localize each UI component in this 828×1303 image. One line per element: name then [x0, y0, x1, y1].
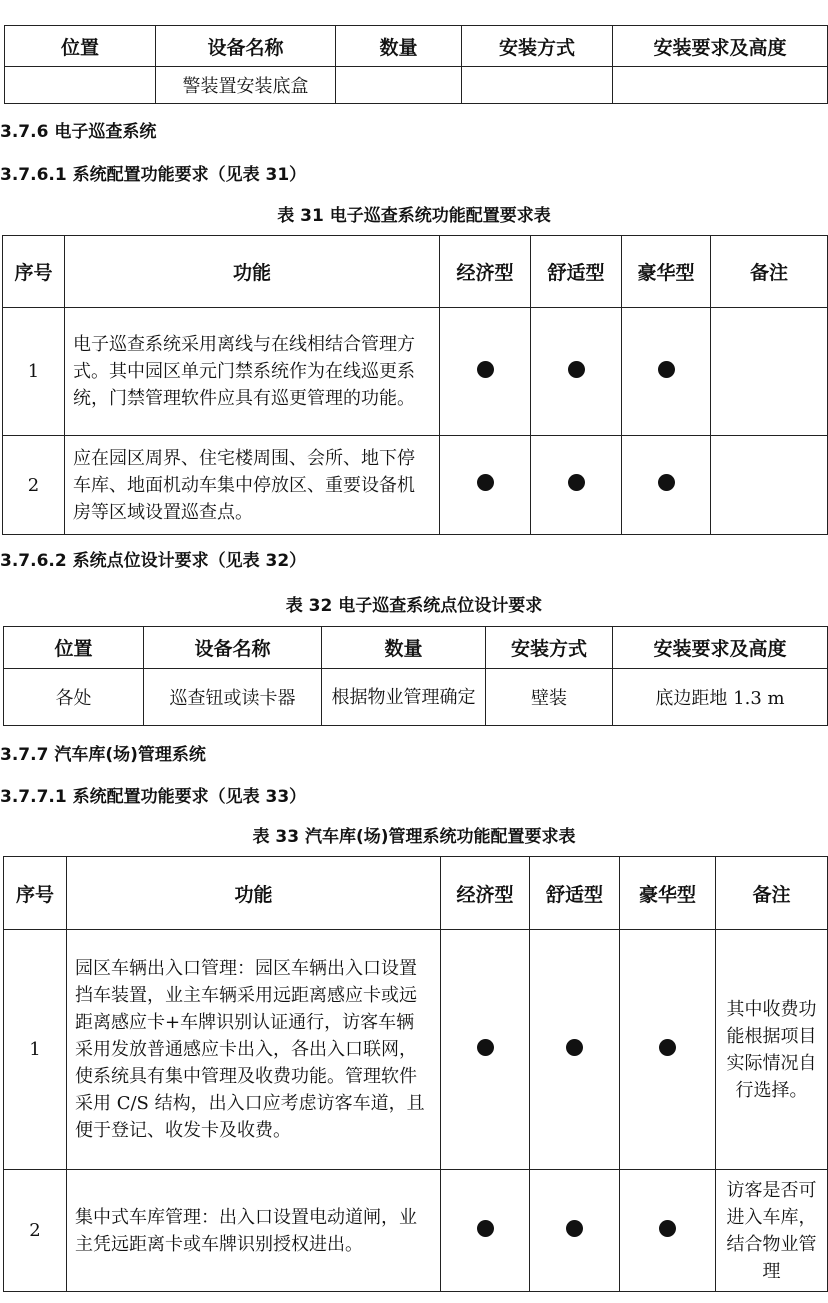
table-cell: 壁装	[486, 669, 613, 726]
header-cell: 安装要求及高度	[613, 26, 828, 67]
table-32	[3, 626, 828, 726]
filled-circle-icon	[659, 1220, 676, 1237]
header-cell: 功能	[65, 236, 440, 308]
table-cell	[5, 67, 156, 104]
note-cell	[711, 436, 828, 535]
header-cell: 豪华型	[622, 236, 711, 308]
table-row	[3, 308, 828, 436]
table-cell: 各处	[4, 669, 144, 726]
filled-circle-icon	[477, 474, 494, 491]
header-cell: 舒适型	[531, 236, 622, 308]
table-cell	[613, 67, 828, 104]
row-number: 1	[3, 308, 65, 436]
table-top	[4, 25, 828, 104]
luxury-mark	[620, 930, 716, 1170]
economy-mark	[440, 308, 531, 436]
filled-circle-icon	[658, 474, 675, 491]
header-cell: 安装要求及高度	[613, 627, 828, 669]
comfort-mark	[531, 308, 622, 436]
luxury-mark	[622, 308, 711, 436]
filled-circle-icon	[477, 1039, 494, 1056]
header-cell: 豪华型	[620, 857, 716, 930]
header-cell: 安装方式	[462, 26, 613, 67]
header-cell: 经济型	[440, 236, 531, 308]
header-cell: 设备名称	[144, 627, 322, 669]
header-cell: 备注	[711, 236, 828, 308]
luxury-mark	[620, 1170, 716, 1292]
table-cell: 底边距地 1.3 m	[613, 669, 828, 726]
filled-circle-icon	[659, 1039, 676, 1056]
row-number: 2	[3, 436, 65, 535]
header-cell: 设备名称	[156, 26, 336, 67]
function-cell: 应在园区周界、住宅楼周围、会所、地下停车库、地面机动车集中停放区、重要设备机房等区域设置巡查点。	[65, 436, 440, 535]
function-cell: 集中式车库管理：出入口设置电动道闸，业主凭远距离卡或车牌识别授权进出。	[67, 1170, 441, 1292]
filled-circle-icon	[477, 361, 494, 378]
filled-circle-icon	[568, 474, 585, 491]
header-cell: 位置	[5, 26, 156, 67]
table-row	[4, 1170, 828, 1292]
header-cell: 安装方式	[486, 627, 613, 669]
header-cell: 舒适型	[530, 857, 620, 930]
comfort-mark	[530, 930, 620, 1170]
economy-mark	[440, 436, 531, 535]
section-heading-3-7-6-2: 3.7.6.2 系统点位设计要求（见表 32）	[0, 551, 307, 571]
header-cell: 序号	[3, 236, 65, 308]
filled-circle-icon	[658, 361, 675, 378]
note-cell	[711, 308, 828, 436]
table-33-caption: 表 33 汽车库(场)管理系统功能配置要求表	[252, 827, 576, 847]
header-cell: 位置	[4, 627, 144, 669]
header-cell: 经济型	[441, 857, 530, 930]
table-cell: 根据物业管理确定	[322, 669, 486, 726]
section-heading-3-7-6: 3.7.6 电子巡查系统	[0, 122, 157, 142]
header-cell: 序号	[4, 857, 67, 930]
section-heading-3-7-7: 3.7.7 汽车库(场)管理系统	[0, 745, 206, 765]
economy-mark	[441, 1170, 530, 1292]
header-cell: 数量	[322, 627, 486, 669]
header-cell: 数量	[336, 26, 462, 67]
economy-mark	[441, 930, 530, 1170]
comfort-mark	[530, 1170, 620, 1292]
filled-circle-icon	[566, 1039, 583, 1056]
filled-circle-icon	[566, 1220, 583, 1237]
table-cell: 巡查钮或读卡器	[144, 669, 322, 726]
row-number: 2	[4, 1170, 67, 1292]
note-cell: 访客是否可进入车库，结合物业管理	[716, 1170, 828, 1292]
table-row	[3, 436, 828, 535]
function-cell: 园区车辆出入口管理：园区车辆出入口设置挡车装置，业主车辆采用远距离感应卡或远距离感应卡+车牌识别认证通行，访客车辆采用发放普通感应卡出入，各出入口联网，使系统具有集中管理及收费功能。管理软件采用 C/S 结构，出入口应考虑访客车道，且便于登记、收发卡及收费。	[67, 930, 441, 1170]
luxury-mark	[622, 436, 711, 535]
table-row	[4, 930, 828, 1170]
header-cell: 功能	[67, 857, 441, 930]
table-31-caption: 表 31 电子巡查系统功能配置要求表	[277, 206, 551, 226]
note-cell: 其中收费功能根据项目实际情况自行选择。	[716, 930, 828, 1170]
filled-circle-icon	[568, 361, 585, 378]
row-number: 1	[4, 930, 67, 1170]
table-32-caption: 表 32 电子巡查系统点位设计要求	[285, 596, 543, 616]
table-cell	[462, 67, 613, 104]
header-cell: 备注	[716, 857, 828, 930]
table-33	[3, 856, 828, 1292]
section-heading-3-7-7-1: 3.7.7.1 系统配置功能要求（见表 33）	[0, 787, 307, 807]
section-heading-3-7-6-1: 3.7.6.1 系统配置功能要求（见表 31）	[0, 165, 307, 185]
table-cell	[336, 67, 462, 104]
table-cell: 警装置安装底盒	[156, 67, 336, 104]
filled-circle-icon	[477, 1220, 494, 1237]
function-cell: 电子巡查系统采用离线与在线相结合管理方式。其中园区单元门禁系统作为在线巡更系统，门禁管理软件应具有巡更管理的功能。	[65, 308, 440, 436]
comfort-mark	[531, 436, 622, 535]
table-31	[2, 235, 828, 535]
